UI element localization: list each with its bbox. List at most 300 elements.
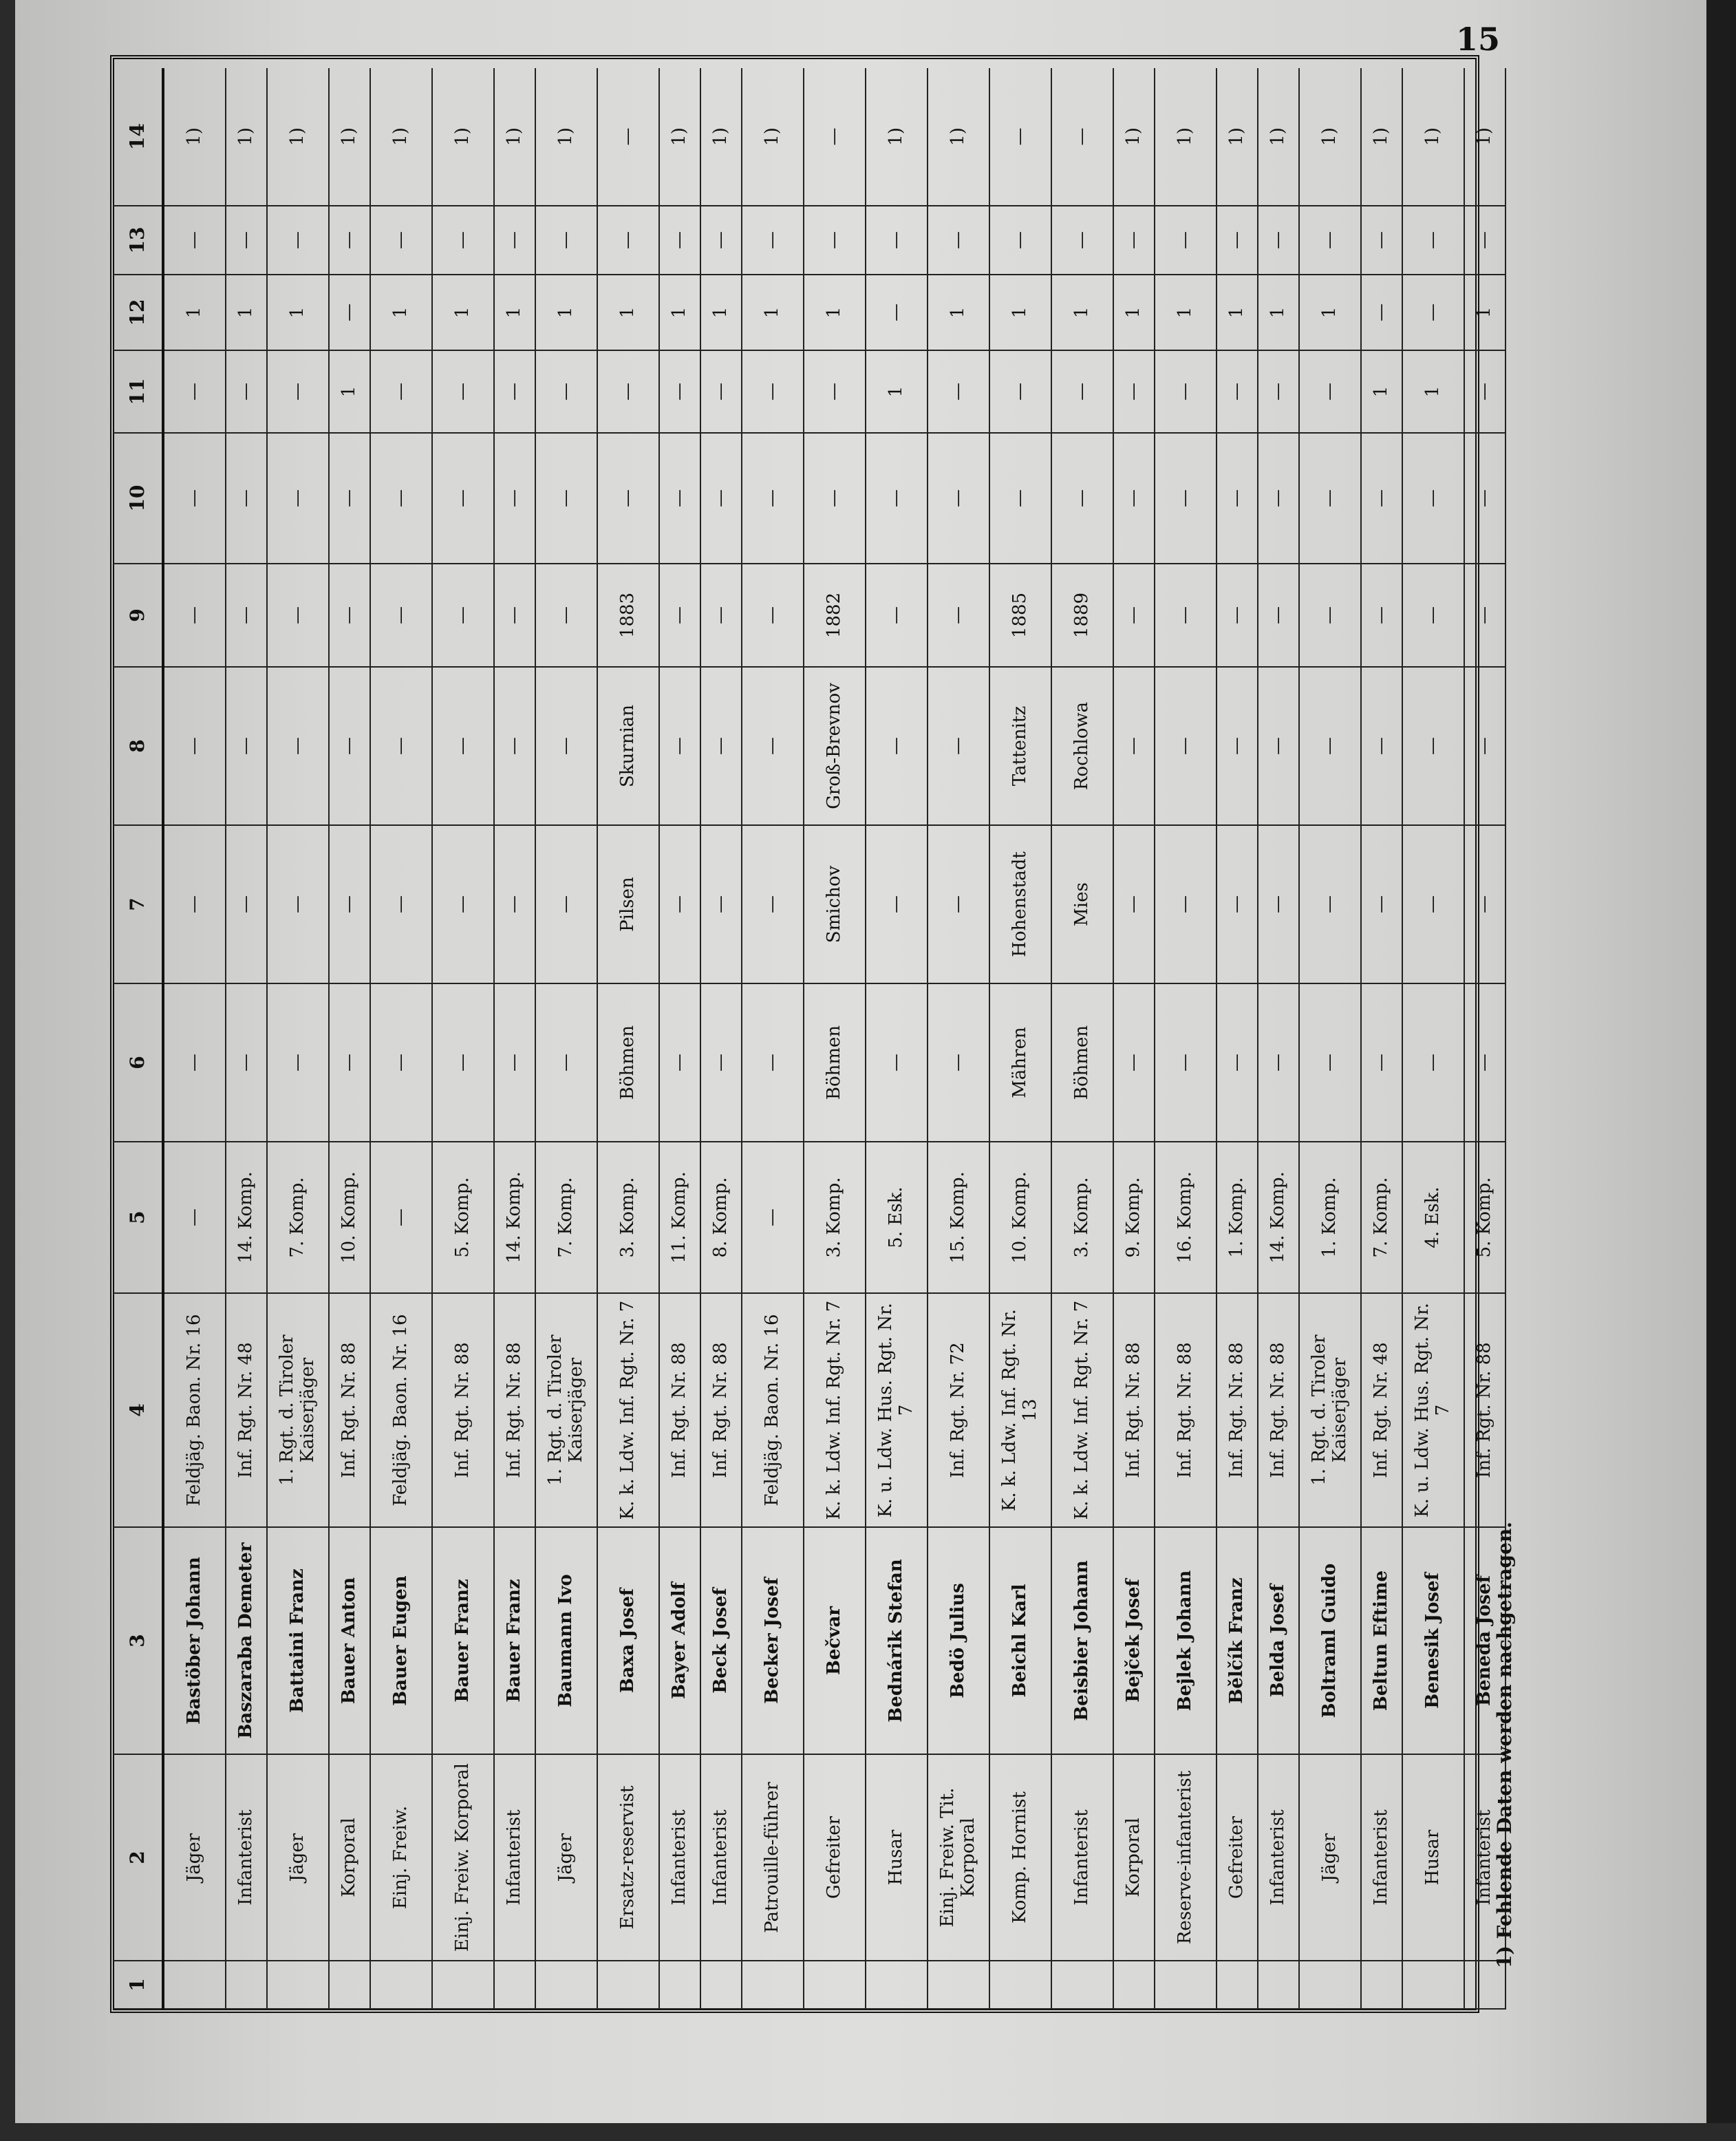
table-cell-col-4: Inf. Rgt. Nr. 88 bbox=[659, 1293, 700, 1527]
table-cell-col-13: — bbox=[742, 206, 804, 275]
table-cell-col-10: — bbox=[804, 433, 866, 564]
table-cell-col-13: — bbox=[494, 206, 535, 275]
table-cell-col-9: — bbox=[432, 564, 494, 667]
table-cell-col-6: — bbox=[1402, 983, 1464, 1142]
table-row bbox=[370, 68, 432, 2009]
table-cell-col-7: Smichov bbox=[804, 825, 866, 983]
table-cell-col-5: 5. Esk. bbox=[866, 1142, 928, 1293]
table-cell-col-6: Böhmen bbox=[804, 983, 866, 1142]
table-cell-col-12: — bbox=[1361, 275, 1402, 350]
page-number: 15 bbox=[1455, 21, 1500, 58]
table-cell-col-10: — bbox=[866, 433, 928, 564]
table-cell-col-3: Bejlek Johann bbox=[1155, 1527, 1217, 1754]
table-cell-col-3: Bastöber Johann bbox=[163, 1527, 226, 1754]
table-cell-col-2: Infanterist bbox=[700, 1754, 742, 1961]
table-cell-col-7: — bbox=[659, 825, 700, 983]
table-cell-col-12: 1 bbox=[163, 275, 226, 350]
rotated-register-table bbox=[114, 69, 1495, 2010]
table-cell-col-7: — bbox=[370, 825, 432, 983]
table-cell-col-9: — bbox=[1258, 564, 1299, 667]
table-cell-col-5: 7. Komp. bbox=[535, 1142, 597, 1293]
table-cell-col-4: Feldjäg. Baon. Nr. 16 bbox=[742, 1293, 804, 1527]
table-cell-col-2: Jäger bbox=[1299, 1754, 1361, 1961]
table-cell-col-1 bbox=[804, 1961, 866, 2009]
table-cell-col-8: Skurnian bbox=[597, 667, 659, 825]
table-cell-col-2: Gefreiter bbox=[1217, 1754, 1258, 1961]
table-cell-col-3: Boltraml Guido bbox=[1299, 1527, 1361, 1754]
table-cell-col-10: — bbox=[1113, 433, 1155, 564]
table-cell-col-4: Inf. Rgt. Nr. 72 bbox=[928, 1293, 989, 1527]
table-cell-col-9: — bbox=[1155, 564, 1217, 667]
table-cell-col-11: — bbox=[700, 350, 742, 433]
table-cell-col-13: — bbox=[989, 206, 1051, 275]
table-cell-col-6: — bbox=[1113, 983, 1155, 1142]
table-cell-col-10: — bbox=[1299, 433, 1361, 564]
table-cell-col-10: — bbox=[1051, 433, 1113, 564]
table-row bbox=[742, 68, 804, 2009]
table-cell-col-7: Mies bbox=[1051, 825, 1113, 983]
table-cell-col-10: — bbox=[597, 433, 659, 564]
column-header-6: 6 bbox=[114, 983, 163, 1142]
table-cell-col-14: 1) bbox=[329, 68, 370, 206]
table-cell-col-8: — bbox=[866, 667, 928, 825]
table-cell-col-12: 1 bbox=[1051, 275, 1113, 350]
table-cell-col-9: — bbox=[1217, 564, 1258, 667]
table-cell-col-12: 1 bbox=[494, 275, 535, 350]
table-cell-col-5: — bbox=[742, 1142, 804, 1293]
table-cell-col-6: — bbox=[370, 983, 432, 1142]
table-cell-col-11: 1 bbox=[329, 350, 370, 433]
table-cell-col-2: Infanterist bbox=[494, 1754, 535, 1961]
table-cell-col-9: — bbox=[226, 564, 267, 667]
table-cell-col-2: Patrouille-führer bbox=[742, 1754, 804, 1961]
table-cell-col-13: — bbox=[1299, 206, 1361, 275]
table-cell-col-4: Feldjäg. Baon. Nr. 16 bbox=[370, 1293, 432, 1527]
table-cell-col-6: Böhmen bbox=[597, 983, 659, 1142]
table-row bbox=[1299, 68, 1361, 2009]
table-cell-col-7: — bbox=[329, 825, 370, 983]
table-cell-col-9: — bbox=[742, 564, 804, 667]
table-cell-col-4: 1. Rgt. d. Tiroler Kaiserjäger bbox=[1299, 1293, 1361, 1527]
table-cell-col-8: — bbox=[370, 667, 432, 825]
column-header-1: 1 bbox=[114, 1961, 163, 2009]
table-cell-col-6: — bbox=[267, 983, 329, 1142]
table-cell-col-9: — bbox=[494, 564, 535, 667]
table-cell-col-12: 1 bbox=[1155, 275, 1217, 350]
table-cell-col-1 bbox=[928, 1961, 989, 2009]
table-cell-col-1 bbox=[1051, 1961, 1113, 2009]
table-cell-col-4: K. k. Ldw. Inf. Rgt. Nr. 7 bbox=[804, 1293, 866, 1527]
table-cell-col-11: — bbox=[989, 350, 1051, 433]
table-cell-col-5: 1. Komp. bbox=[1299, 1142, 1361, 1293]
table-cell-col-14: 1) bbox=[1402, 68, 1464, 206]
table-cell-col-2: Reserve-infanterist bbox=[1155, 1754, 1217, 1961]
table-cell-col-13: — bbox=[1402, 206, 1464, 275]
table-cell-col-12: — bbox=[329, 275, 370, 350]
table-cell-col-7: — bbox=[1402, 825, 1464, 983]
table-cell-col-9: — bbox=[1299, 564, 1361, 667]
table-cell-col-7: Pilsen bbox=[597, 825, 659, 983]
table-cell-col-12: 1 bbox=[659, 275, 700, 350]
table-cell-col-8: — bbox=[1113, 667, 1155, 825]
table-cell-col-12: 1 bbox=[1113, 275, 1155, 350]
column-header-9: 9 bbox=[114, 564, 163, 667]
table-cell-col-12: 1 bbox=[1217, 275, 1258, 350]
table-cell-col-14: 1) bbox=[659, 68, 700, 206]
table-cell-col-12: 1 bbox=[804, 275, 866, 350]
table-cell-col-4: Inf. Rgt. Nr. 88 bbox=[494, 1293, 535, 1527]
table-cell-col-4: K. u. Ldw. Hus. Rgt. Nr. 7 bbox=[866, 1293, 928, 1527]
table-cell-col-10: — bbox=[928, 433, 989, 564]
table-cell-col-13: — bbox=[1361, 206, 1402, 275]
table-cell-col-1 bbox=[1299, 1961, 1361, 2009]
table-cell-col-9: — bbox=[1113, 564, 1155, 667]
table-cell-col-10: — bbox=[267, 433, 329, 564]
table-row bbox=[1402, 68, 1464, 2009]
table-row bbox=[432, 68, 494, 2009]
column-header-13: 13 bbox=[114, 206, 163, 275]
table-cell-col-2: Einj. Freiw. Korporal bbox=[432, 1754, 494, 1961]
table-cell-col-5: — bbox=[370, 1142, 432, 1293]
table-cell-col-12: 1 bbox=[1299, 275, 1361, 350]
table-cell-col-5: 7. Komp. bbox=[1361, 1142, 1402, 1293]
table-row bbox=[597, 68, 659, 2009]
table-cell-col-4: Inf. Rgt. Nr. 88 bbox=[1217, 1293, 1258, 1527]
scan-bottom-edge bbox=[0, 2123, 1736, 2141]
table-cell-col-4: K. k. Ldw. Inf. Rgt. Nr. 7 bbox=[597, 1293, 659, 1527]
table-cell-col-13: — bbox=[267, 206, 329, 275]
table-cell-col-5: 3. Komp. bbox=[1051, 1142, 1113, 1293]
table-cell-col-4: K. k. Ldw. Inf. Rgt. Nr. 13 bbox=[989, 1293, 1051, 1527]
column-header-14: 14 bbox=[114, 68, 163, 206]
table-cell-col-5: 5. Komp. bbox=[432, 1142, 494, 1293]
table-cell-col-12: 1 bbox=[989, 275, 1051, 350]
table-cell-col-2: Einj. Freiw. Tit. Korporal bbox=[928, 1754, 989, 1961]
table-cell-col-8: — bbox=[700, 667, 742, 825]
table-cell-col-12: 1 bbox=[928, 275, 989, 350]
table-cell-col-4: Inf. Rgt. Nr. 48 bbox=[1361, 1293, 1402, 1527]
table-cell-col-2: Ersatz-reservist bbox=[597, 1754, 659, 1961]
table-cell-col-1 bbox=[1258, 1961, 1299, 2009]
table-cell-col-14: 1) bbox=[1361, 68, 1402, 206]
table-cell-col-1 bbox=[866, 1961, 928, 2009]
table-cell-col-13: — bbox=[370, 206, 432, 275]
table-cell-col-14: 1) bbox=[370, 68, 432, 206]
table-cell-col-4: Inf. Rgt. Nr. 88 bbox=[1113, 1293, 1155, 1527]
table-cell-col-11: — bbox=[1464, 350, 1505, 433]
table-cell-col-10: — bbox=[226, 433, 267, 564]
table-cell-col-10: — bbox=[1402, 433, 1464, 564]
table-cell-col-7: — bbox=[267, 825, 329, 983]
table-cell-col-8: — bbox=[329, 667, 370, 825]
table-cell-col-9: — bbox=[700, 564, 742, 667]
table-cell-col-11: — bbox=[1155, 350, 1217, 433]
table-cell-col-2: Infanterist bbox=[659, 1754, 700, 1961]
table-cell-col-11: 1 bbox=[1402, 350, 1464, 433]
table-cell-col-6: Mähren bbox=[989, 983, 1051, 1142]
table-cell-col-8: — bbox=[1258, 667, 1299, 825]
table-cell-col-2: Husar bbox=[866, 1754, 928, 1961]
table-cell-col-8: Rochlowa bbox=[1051, 667, 1113, 825]
table-cell-col-7: — bbox=[226, 825, 267, 983]
table-cell-col-7: — bbox=[1258, 825, 1299, 983]
table-cell-col-8: Groß-Brevnov bbox=[804, 667, 866, 825]
table-cell-col-4: K. u. Ldw. Hus. Rgt. Nr. 7 bbox=[1402, 1293, 1464, 1527]
table-cell-col-8: — bbox=[659, 667, 700, 825]
table-cell-col-11: — bbox=[659, 350, 700, 433]
table-row bbox=[928, 68, 989, 2009]
table-cell-col-3: Belda Josef bbox=[1258, 1527, 1299, 1754]
table-cell-col-11: — bbox=[432, 350, 494, 433]
table-cell-col-9: 1882 bbox=[804, 564, 866, 667]
table-cell-col-13: — bbox=[163, 206, 226, 275]
table-cell-col-14: 1) bbox=[494, 68, 535, 206]
table-row bbox=[1113, 68, 1155, 2009]
table-cell-col-14: 1) bbox=[866, 68, 928, 206]
table-cell-col-13: — bbox=[700, 206, 742, 275]
table-cell-col-2: Husar bbox=[1402, 1754, 1464, 1961]
table-cell-col-3: Baxa Josef bbox=[597, 1527, 659, 1754]
table-cell-col-6: — bbox=[1217, 983, 1258, 1142]
table-cell-col-4: Inf. Rgt. Nr. 88 bbox=[1155, 1293, 1217, 1527]
table-cell-col-1 bbox=[989, 1961, 1051, 2009]
scan-right-edge bbox=[1706, 0, 1736, 2141]
table-cell-col-3: Battaini Franz bbox=[267, 1527, 329, 1754]
table-cell-col-5: 5. Komp. bbox=[1464, 1142, 1505, 1293]
table-cell-col-3: Bělčík Franz bbox=[1217, 1527, 1258, 1754]
table-cell-col-7: — bbox=[1113, 825, 1155, 983]
table-cell-col-10: — bbox=[494, 433, 535, 564]
table-cell-col-6: — bbox=[432, 983, 494, 1142]
table-cell-col-11: — bbox=[535, 350, 597, 433]
table-cell-col-7: — bbox=[1217, 825, 1258, 983]
table-cell-col-1 bbox=[329, 1961, 370, 2009]
table-cell-col-10: — bbox=[163, 433, 226, 564]
table-row bbox=[866, 68, 928, 2009]
table-cell-col-3: Bejček Josef bbox=[1113, 1527, 1155, 1754]
table-cell-col-2: Korporal bbox=[1113, 1754, 1155, 1961]
table-cell-col-12: 1 bbox=[700, 275, 742, 350]
table-cell-col-1 bbox=[700, 1961, 742, 2009]
table-cell-col-14: 1) bbox=[1258, 68, 1299, 206]
table-row bbox=[226, 68, 267, 2009]
table-cell-col-14: 1) bbox=[535, 68, 597, 206]
table-cell-col-9: — bbox=[928, 564, 989, 667]
table-body bbox=[163, 68, 1505, 2009]
table-cell-col-13: — bbox=[1217, 206, 1258, 275]
table-cell-col-8: — bbox=[432, 667, 494, 825]
table-cell-col-3: Bauer Anton bbox=[329, 1527, 370, 1754]
table-cell-col-11: 1 bbox=[1361, 350, 1402, 433]
table-cell-col-9: 1885 bbox=[989, 564, 1051, 667]
table-cell-col-10: — bbox=[659, 433, 700, 564]
table-cell-col-8: — bbox=[267, 667, 329, 825]
table-cell-col-10: — bbox=[432, 433, 494, 564]
table-cell-col-12: 1 bbox=[1464, 275, 1505, 350]
table-cell-col-13: — bbox=[329, 206, 370, 275]
table-cell-col-11: — bbox=[804, 350, 866, 433]
table-cell-col-5: 10. Komp. bbox=[329, 1142, 370, 1293]
table-cell-col-3: Bauer Franz bbox=[494, 1527, 535, 1754]
table-row bbox=[989, 68, 1051, 2009]
table-cell-col-10: — bbox=[742, 433, 804, 564]
table-cell-col-6: — bbox=[494, 983, 535, 1142]
table-cell-col-3: Benesik Josef bbox=[1402, 1527, 1464, 1754]
table-cell-col-13: — bbox=[1113, 206, 1155, 275]
table-cell-col-6: — bbox=[535, 983, 597, 1142]
table-cell-col-14: 1) bbox=[1113, 68, 1155, 206]
table-cell-col-13: — bbox=[432, 206, 494, 275]
table-cell-col-14: 1) bbox=[226, 68, 267, 206]
table-cell-col-3: Bednárik Stefan bbox=[866, 1527, 928, 1754]
table-cell-col-2: Infanterist bbox=[1258, 1754, 1299, 1961]
table-cell-col-4: Inf. Rgt. Nr. 88 bbox=[1464, 1293, 1505, 1527]
table-cell-col-12: 1 bbox=[597, 275, 659, 350]
table-cell-col-9: — bbox=[866, 564, 928, 667]
table-cell-col-2: Infanterist bbox=[1051, 1754, 1113, 1961]
table-cell-col-12: 1 bbox=[370, 275, 432, 350]
table-cell-col-10: — bbox=[329, 433, 370, 564]
table-cell-col-11: — bbox=[1299, 350, 1361, 433]
footnote: 1) Fehlende Daten werden nachgetragen. bbox=[1493, 1521, 1516, 1968]
table-cell-col-2: Komp. Hornist bbox=[989, 1754, 1051, 1961]
table-cell-col-8: — bbox=[928, 667, 989, 825]
table-cell-col-11: — bbox=[226, 350, 267, 433]
table-cell-col-3: Baszaraba Demeter bbox=[226, 1527, 267, 1754]
table-cell-col-6: — bbox=[1155, 983, 1217, 1142]
table-cell-col-14: 1) bbox=[742, 68, 804, 206]
table-cell-col-4: Inf. Rgt. Nr. 88 bbox=[432, 1293, 494, 1527]
table-cell-col-11: — bbox=[267, 350, 329, 433]
table-cell-col-11: 1 bbox=[866, 350, 928, 433]
table-cell-col-11: — bbox=[494, 350, 535, 433]
table-cell-col-5: 3. Komp. bbox=[597, 1142, 659, 1293]
table-cell-col-8: — bbox=[1217, 667, 1258, 825]
table-cell-col-1 bbox=[370, 1961, 432, 2009]
table-cell-col-5: 4. Esk. bbox=[1402, 1142, 1464, 1293]
table-cell-col-1 bbox=[1113, 1961, 1155, 2009]
table-cell-col-11: — bbox=[1258, 350, 1299, 433]
table-cell-col-9: — bbox=[1402, 564, 1464, 667]
header-row bbox=[114, 68, 163, 2009]
table-cell-col-10: — bbox=[1155, 433, 1217, 564]
table-cell-col-14: 1) bbox=[432, 68, 494, 206]
column-header-5: 5 bbox=[114, 1142, 163, 1293]
table-cell-col-4: Inf. Rgt. Nr. 88 bbox=[329, 1293, 370, 1527]
table-cell-col-3: Beneda Josef bbox=[1464, 1527, 1505, 1754]
table-cell-col-9: — bbox=[163, 564, 226, 667]
table-cell-col-14: — bbox=[1051, 68, 1113, 206]
table-cell-col-4: Feldjäg. Baon. Nr. 16 bbox=[163, 1293, 226, 1527]
table-cell-col-2: Gefreiter bbox=[804, 1754, 866, 1961]
table-cell-col-5: 14. Komp. bbox=[1258, 1142, 1299, 1293]
table-cell-col-10: — bbox=[1361, 433, 1402, 564]
table-cell-col-1 bbox=[535, 1961, 597, 2009]
table-cell-col-4: Inf. Rgt. Nr. 88 bbox=[1258, 1293, 1299, 1527]
table-cell-col-8: — bbox=[1155, 667, 1217, 825]
table-cell-col-6: — bbox=[329, 983, 370, 1142]
table-cell-col-10: — bbox=[700, 433, 742, 564]
table-cell-col-8: Tattenitz bbox=[989, 667, 1051, 825]
table-cell-col-5: 14. Komp. bbox=[494, 1142, 535, 1293]
table-cell-col-6: — bbox=[928, 983, 989, 1142]
table-row bbox=[494, 68, 535, 2009]
table-cell-col-1 bbox=[1155, 1961, 1217, 2009]
table-cell-col-9: — bbox=[535, 564, 597, 667]
table-cell-col-1 bbox=[742, 1961, 804, 2009]
table-cell-col-13: — bbox=[1258, 206, 1299, 275]
table-cell-col-12: 1 bbox=[1258, 275, 1299, 350]
table-cell-col-4: 1. Rgt. d. Tiroler Kaiserjäger bbox=[535, 1293, 597, 1527]
column-header-4: 4 bbox=[114, 1293, 163, 1527]
table-cell-col-10: — bbox=[1464, 433, 1505, 564]
table-cell-col-8: — bbox=[494, 667, 535, 825]
table-cell-col-11: — bbox=[1051, 350, 1113, 433]
table-cell-col-1 bbox=[163, 1961, 226, 2009]
table-cell-col-14: 1) bbox=[1155, 68, 1217, 206]
table-cell-col-6: — bbox=[1258, 983, 1299, 1142]
table-row bbox=[1051, 68, 1113, 2009]
scan-left-edge bbox=[0, 0, 15, 2141]
table-cell-col-5: 7. Komp. bbox=[267, 1142, 329, 1293]
table-cell-col-9: — bbox=[329, 564, 370, 667]
table-row bbox=[535, 68, 597, 2009]
table-cell-col-1 bbox=[1217, 1961, 1258, 2009]
table-cell-col-6: — bbox=[163, 983, 226, 1142]
table-cell-col-10: — bbox=[535, 433, 597, 564]
table-cell-col-3: Bauer Eugen bbox=[370, 1527, 432, 1754]
table-cell-col-14: — bbox=[804, 68, 866, 206]
table-cell-col-2: Jäger bbox=[267, 1754, 329, 1961]
table-cell-col-13: — bbox=[597, 206, 659, 275]
table-cell-col-7: — bbox=[1155, 825, 1217, 983]
casualty-register-table bbox=[114, 68, 1506, 2010]
table-cell-col-13: — bbox=[659, 206, 700, 275]
table-cell-col-2: Korporal bbox=[329, 1754, 370, 1961]
table-cell-col-9: 1889 bbox=[1051, 564, 1113, 667]
table-row bbox=[1217, 68, 1258, 2009]
table-cell-col-6: — bbox=[1361, 983, 1402, 1142]
table-cell-col-5: 1. Komp. bbox=[1217, 1142, 1258, 1293]
table-cell-col-2: Jäger bbox=[535, 1754, 597, 1961]
table-cell-col-12: — bbox=[866, 275, 928, 350]
table-cell-col-3: Becker Josef bbox=[742, 1527, 804, 1754]
table-cell-col-10: — bbox=[370, 433, 432, 564]
table-cell-col-7: — bbox=[432, 825, 494, 983]
table-cell-col-14: 1) bbox=[700, 68, 742, 206]
table-row bbox=[1258, 68, 1299, 2009]
table-cell-col-8: — bbox=[1361, 667, 1402, 825]
table-cell-col-13: — bbox=[866, 206, 928, 275]
table-cell-col-14: 1) bbox=[163, 68, 226, 206]
table-cell-col-11: — bbox=[1113, 350, 1155, 433]
table-cell-col-11: — bbox=[370, 350, 432, 433]
table-cell-col-4: 1. Rgt. d. Tiroler Kaiserjäger bbox=[267, 1293, 329, 1527]
column-header-8: 8 bbox=[114, 667, 163, 825]
table-cell-col-3: Baumann Ivo bbox=[535, 1527, 597, 1754]
table-cell-col-13: — bbox=[1464, 206, 1505, 275]
table-cell-col-7: — bbox=[163, 825, 226, 983]
column-header-12: 12 bbox=[114, 275, 163, 350]
table-cell-col-7: — bbox=[866, 825, 928, 983]
table-cell-col-6: — bbox=[1464, 983, 1505, 1142]
table-cell-col-5: 9. Komp. bbox=[1113, 1142, 1155, 1293]
column-header-10: 10 bbox=[114, 433, 163, 564]
table-cell-col-7: — bbox=[494, 825, 535, 983]
table-cell-col-5: 10. Komp. bbox=[989, 1142, 1051, 1293]
table-cell-col-7: — bbox=[742, 825, 804, 983]
table-cell-col-5: 8. Komp. bbox=[700, 1142, 742, 1293]
